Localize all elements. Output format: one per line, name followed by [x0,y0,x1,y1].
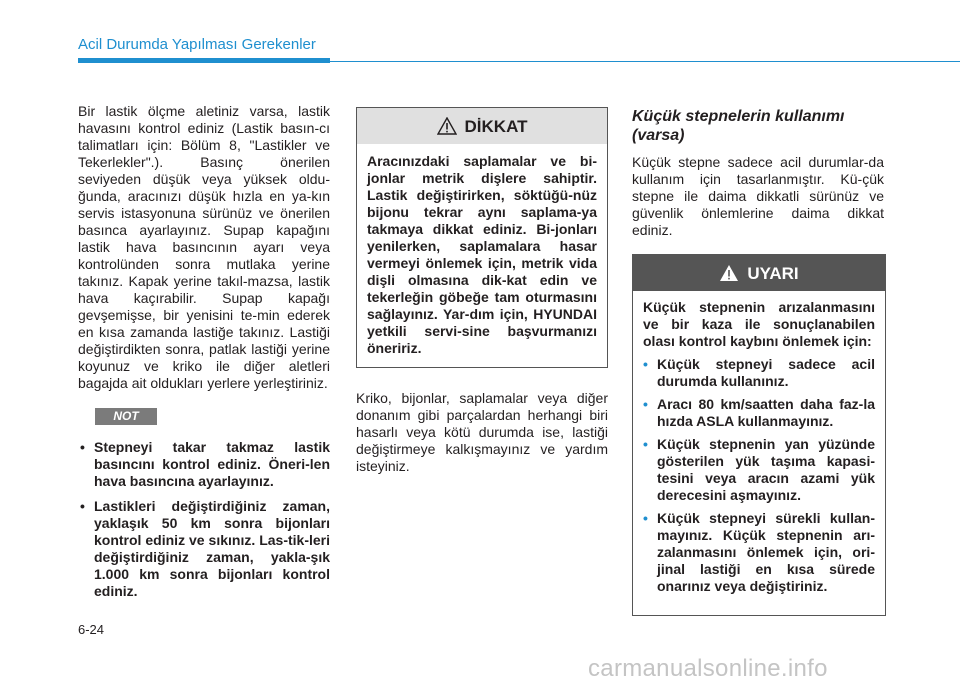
section-title: Acil Durumda Yapılması Gerekenler [78,36,316,53]
warning-item [643,356,875,390]
note-text: Lastikleri değiştirdiğiniz zaman, yaklaşık 50 km sonra bijonları kontrol ediniz ve sıkınız. Las-tik-leri değiştirdiğiniz zaman, yakla-şık 1.000 km sonra bijonları kontrol ediniz. [94,498,330,599]
caution-header [357,108,607,144]
bullet: • [643,356,648,372]
column-middle [356,107,608,475]
warning-item-text: Küçük stepnenin yan yüzünde gösterilen yük taşıma kapasi-tesini veya aracın azami yük derecesini aşmayınız. [657,436,875,503]
caution-text: Aracınızdaki saplamalar ve bi-jonlar metrik dişlere sahiptir. Lastik değiştirirken, söktüğü-nüz bijonu tekrar aynı saplama-ya takmaya dikkat ediniz. Bi-jonları yenilerken, saplamalara hasar vermeyi önlemek için, metrik vida dişli olmasına dik-kat edin ve tekerleğin göbeğe tam oturmasını sağlayınız. Yar-dım için, HYUNDAI yetkili servi-sine başvurmanızı öneririz. [367,153,597,356]
compact-spare-paragraph: Küçük stepne sadece acil durumlar-da kullanım için tasarlanmıştır. Kü-çük stepne ile daima dikkatli sürünüz ve güvenlik önlemlerine daima dikkat ediniz. [632,154,884,238]
caution-box [356,107,608,368]
warning-item-text: Küçük stepneyi sadece acil durumda kullanınız. [657,356,875,389]
note-text: Stepneyi takar takmaz lastik basıncını kontrol ediniz. Öneri-len hava basıncına ayarlayınız. [94,439,330,489]
watermark: carmanualsonline.info [588,655,828,682]
warning-body [633,291,885,615]
warning-title: UYARI [747,263,799,283]
warning-box [632,254,886,616]
tire-pressure-paragraph: Bir lastik ölçme aletiniz varsa, lastik havasını kontrol ediniz (Lastik basın-cı talimatları için: Bölüm 8, "Lastikler ve Tekerlekler".). Basınç önerilen seviyeden düşük veya yüksek oldu-ğunda, aracınızı düşük hızla en ya-kın servis istasyonuna sürünüz ve önerilen basınca ayarlayınız. Supap kapağını lastik hava basıncının ayarı veya kontrolünden sonra mutlaka yerine takınız. Kapak yerine takıl-mazsa, lastik hava kaçırabilir. Supap kapağı gevşemişse, bir yenisini te-min ederek en kısa zamanda lastiğe takınız. Lastiği değiştirdikten sonra, patlak lastiği yerine koyunuz ve kriko ile diğer aletleri bagajda ait oldukları yerlere yerleştiriniz. [78,103,330,391]
warning-item [643,396,875,430]
header-accent-bar [78,58,330,63]
bullet: • [643,396,648,412]
jack-paragraph: Kriko, bijonlar, saplamalar veya diğer donanım gibi parçalardan herhangi biri hasarlı veya kötü durumda ise, lastiği değiştirmeye kalkışmayınız ve yardım isteyiniz. [356,390,608,474]
section-heading: Küçük stepnelerin kullanımı (varsa) [632,108,845,144]
warning-intro: Küçük stepnenin arızalanmasını ve bir kaza ile sonuçlanabilen olası kontrol kaybını önlemek için: [643,299,875,349]
warning-item [643,436,875,504]
page-number: 6-24 [78,622,105,637]
warning-item-text: Aracı 80 km/saatten daha faz-la hızda ASLA kullanmayınız. [657,396,875,429]
column-left [78,103,330,608]
warning-triangle-icon [437,117,457,135]
column-right [632,107,884,616]
warning-list [643,356,875,595]
bullet: • [643,436,648,452]
warning-item [643,510,875,595]
header-rule [330,61,960,62]
note-item [78,498,330,600]
warning-triangle-icon [719,264,739,282]
bullet: • [643,510,648,526]
bullet: • [80,498,85,514]
note-list [78,439,330,600]
note-item [78,439,330,490]
caution-title: DİKKAT [464,116,528,136]
warning-item-text: Küçük stepneyi sürekli kullan-mayınız. Küçük stepnenin arı-zalanmasını önlemek için, ori-jinal lastiği en kısa sürede onarınız veya değiştiriniz. [657,510,875,594]
warning-header [633,255,885,291]
note-badge: NOT [95,408,157,425]
bullet: • [80,439,85,455]
